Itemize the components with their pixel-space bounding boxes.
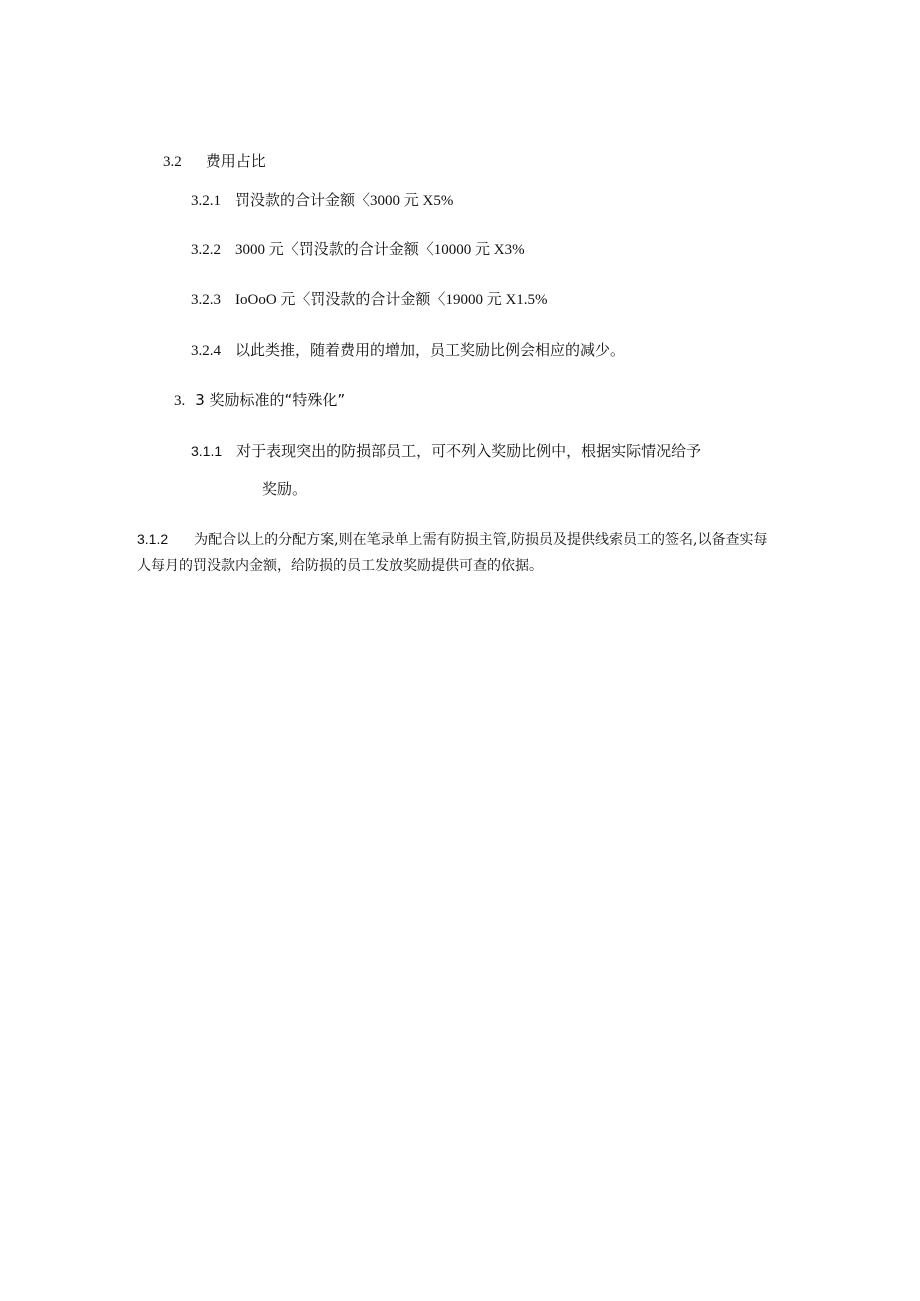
item-number: 3.2.2 <box>191 242 221 258</box>
item-text: 以此类推，随着费用的增加，员工奖励比例会相应的减少。 <box>235 341 626 359</box>
item-number: 3.1.1 <box>191 443 223 459</box>
section-number: 3.2 <box>163 154 182 170</box>
item-text-line1: 对于表现突出的防损部员工，可不列入奖励比例中，根据实际情况给予 <box>236 442 702 460</box>
heading-3-3 <box>174 390 345 411</box>
item-text: 罚没款的合计金额〈 <box>310 290 446 308</box>
item-text: 罚没款的合计金额〈 <box>235 191 371 209</box>
item-value: 3000 元 X5% <box>370 193 454 209</box>
item-3-2-1 <box>191 190 453 211</box>
item-number: 3.2.3 <box>191 292 221 308</box>
item-3-2-2 <box>191 239 525 260</box>
item-3-1-1-continuation <box>262 479 307 499</box>
item-number: 3.2.1 <box>191 193 221 209</box>
item-value-high: 19000 元 X1.5% <box>445 292 548 308</box>
item-value-low: IoOoO 元〈 <box>235 292 311 308</box>
section-number: 3. <box>174 393 186 409</box>
item-number: 3.2.4 <box>191 343 221 359</box>
item-text: 罚没款的合计金额〈 <box>298 240 434 258</box>
item-3-1-1 <box>191 441 701 461</box>
item-text-line2: 奖励。 <box>262 480 308 498</box>
section-title: 费用占比 <box>205 152 266 170</box>
item-3-2-3 <box>191 289 548 310</box>
item-number: 3.1.2 <box>137 531 169 547</box>
item-text: 为配合以上的分配方案,则在笔录单上需有防损主管,防损员及提供线索员工的签名,以备查实每人每月的罚没款内金额，给防损的员工发放奖励提供可查的依据。 <box>137 532 768 574</box>
item-3-2-4 <box>191 340 625 361</box>
item-value-high: 10000 元 X3% <box>433 242 525 258</box>
heading-3-2 <box>163 151 266 172</box>
section-title: 3 奖励标准的“特殊化” <box>195 391 346 409</box>
item-value-low: 3000 元〈 <box>235 242 299 258</box>
paragraph-3-1-2 <box>137 526 777 579</box>
